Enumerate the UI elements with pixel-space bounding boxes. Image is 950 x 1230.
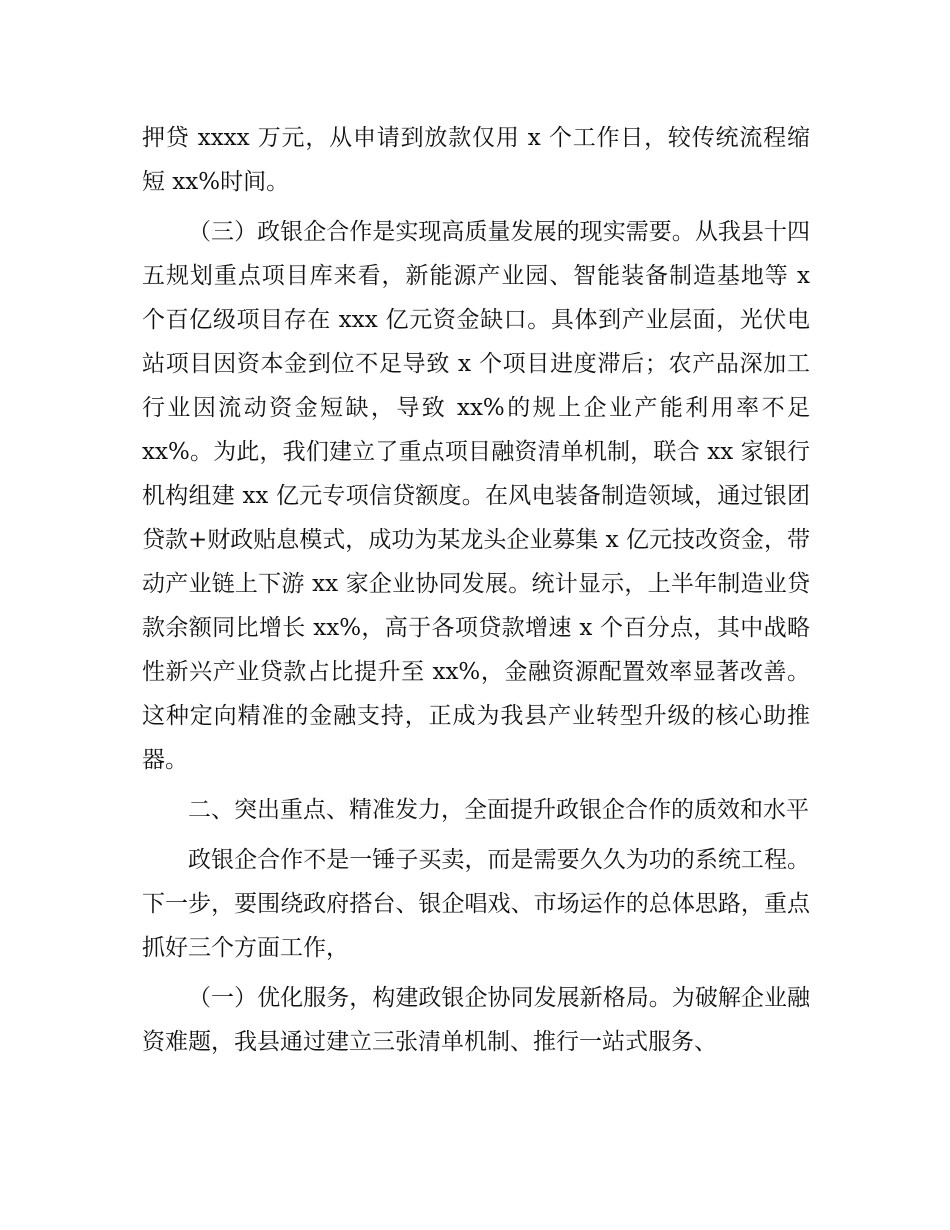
paragraph-section-three: （三）政银企合作是实现高质量发展的现实需要。从我县十四五规划重点项目库来看，新能源产业园、智能装备制造基地等 x 个百亿级项目存在 xxx 亿元资金缺口。具体到产业层面，光伏电站项目因资本金到位不足导致 x 个项目进度滞后；农产品深加工行业因流动资金短缺，导致 xx%的规上企业产能利用率不足 xx%。为此，我们建立了重点项目融资清单机制，联合 xx 家银行机构组建 xx 亿元专项信贷额度。在风电装备制造领域，通过银团贷款+财政贴息模式，成功为某龙头企业募集 x 亿元技改资金，带动产业链上下游 xx 家企业协同发展。统计显示，上半年制造业贷款余额同比增长 xx%，高于各项贷款增速 x 个百分点，其中战略性新兴产业贷款占比提升至 xx%，金融资源配置效率显著改善。这种定向精准的金融支持，正成为我县产业转型升级的核心助推器。 bbox=[142, 219, 810, 773]
paragraph-continuation: 押贷 xxxx 万元，从申请到放款仅用 x 个工作日，较传统流程缩短 xx%时间。 bbox=[142, 125, 810, 195]
document-body bbox=[142, 116, 810, 1064]
paragraph-section-one: （一）优化服务，构建政银企协同发展新格局。为破解企业融资难题，我县通过建立三张清单机制、推行一站式服务、 bbox=[142, 985, 810, 1055]
heading-part-two: 二、突出重点、精准发力，全面提升政银企合作的质效和水平 bbox=[188, 797, 809, 823]
paragraph-intro-part-two: 政银企合作不是一锤子买卖，而是需要久久为功的系统工程。下一步，要围绕政府搭台、银企唱戏、市场运作的总体思路，重点抓好三个方面工作， bbox=[142, 847, 810, 961]
